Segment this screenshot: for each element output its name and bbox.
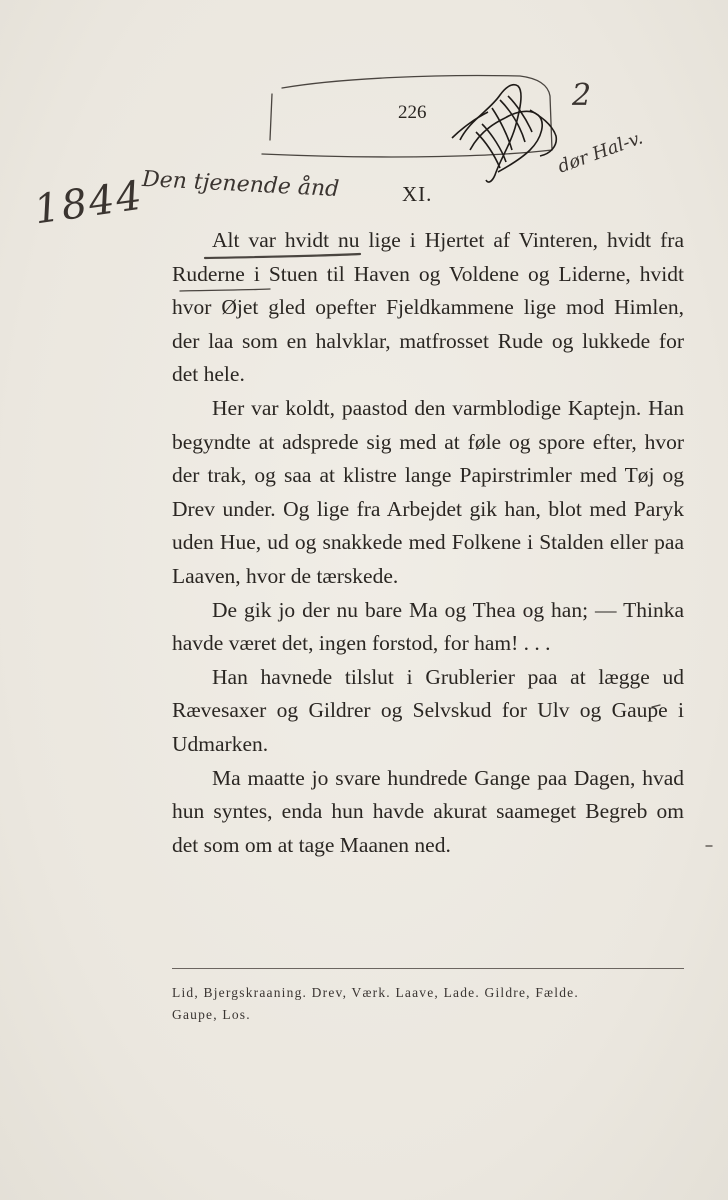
footnote-line: Gaupe, Los. — [172, 1007, 251, 1022]
handwritten-corner-mark: 2 — [572, 78, 592, 113]
paragraph: Alt var hvidt nu lige i Hjertet af Vinteren, hvidt fra Ruderne i Stuen til Haven og Voldene og Liderne, hvidt hvor Øjet gled opefter Fjeldkammene lige mod Himlen, der laa som en halvklar, matfrosset Rude og lukkede for det hele. — [172, 228, 684, 387]
footnote — [172, 982, 692, 1026]
handwritten-margin-note: dør Hal-v. — [555, 127, 646, 178]
chapter-heading: XI. — [402, 182, 433, 206]
page-number: 226 — [398, 102, 427, 123]
paragraph: Han havnede tilslut i Grublerier paa at lægge ud Rævesaxer og Gildrer og Selvskud for Ulv og Gaupe i Udmarken. — [172, 664, 684, 756]
footnote-divider — [172, 968, 684, 969]
handwritten-year: 1844 — [31, 172, 147, 234]
footnote-line: Lid, Bjergskraaning. Drev, Værk. Laave, Lade. Gildre, Fælde. — [172, 985, 579, 1000]
ink-scribble-icon — [452, 85, 556, 182]
paragraph: Her var koldt, paastod den varmblodige Kaptejn. Han begyndte at adsprede sig med at føle og spore efter, hvor der trak, og saa at klistre lange Papirstrimler med Tøj og Drev under. Og lige fra Arbejdet gik han, blot med Paryk uden Hue, ud og snakkede med Folkene i Stalden eller paa Laaven, hvor de tærskede. — [172, 395, 684, 588]
paragraph: De gik jo der nu bare Ma og Thea og han; — Thinka havde været det, ingen forstod, for ham! . . . — [172, 597, 684, 656]
paragraph: Ma maatte jo svare hundrede Gange paa Dagen, hvad hun syntes, enda hun havde akurat saameget Begreb om det som om at tage Maanen ned. — [172, 765, 684, 857]
handwritten-title-note: Den tjenende ånd — [141, 166, 340, 203]
chapter-body — [172, 224, 684, 862]
